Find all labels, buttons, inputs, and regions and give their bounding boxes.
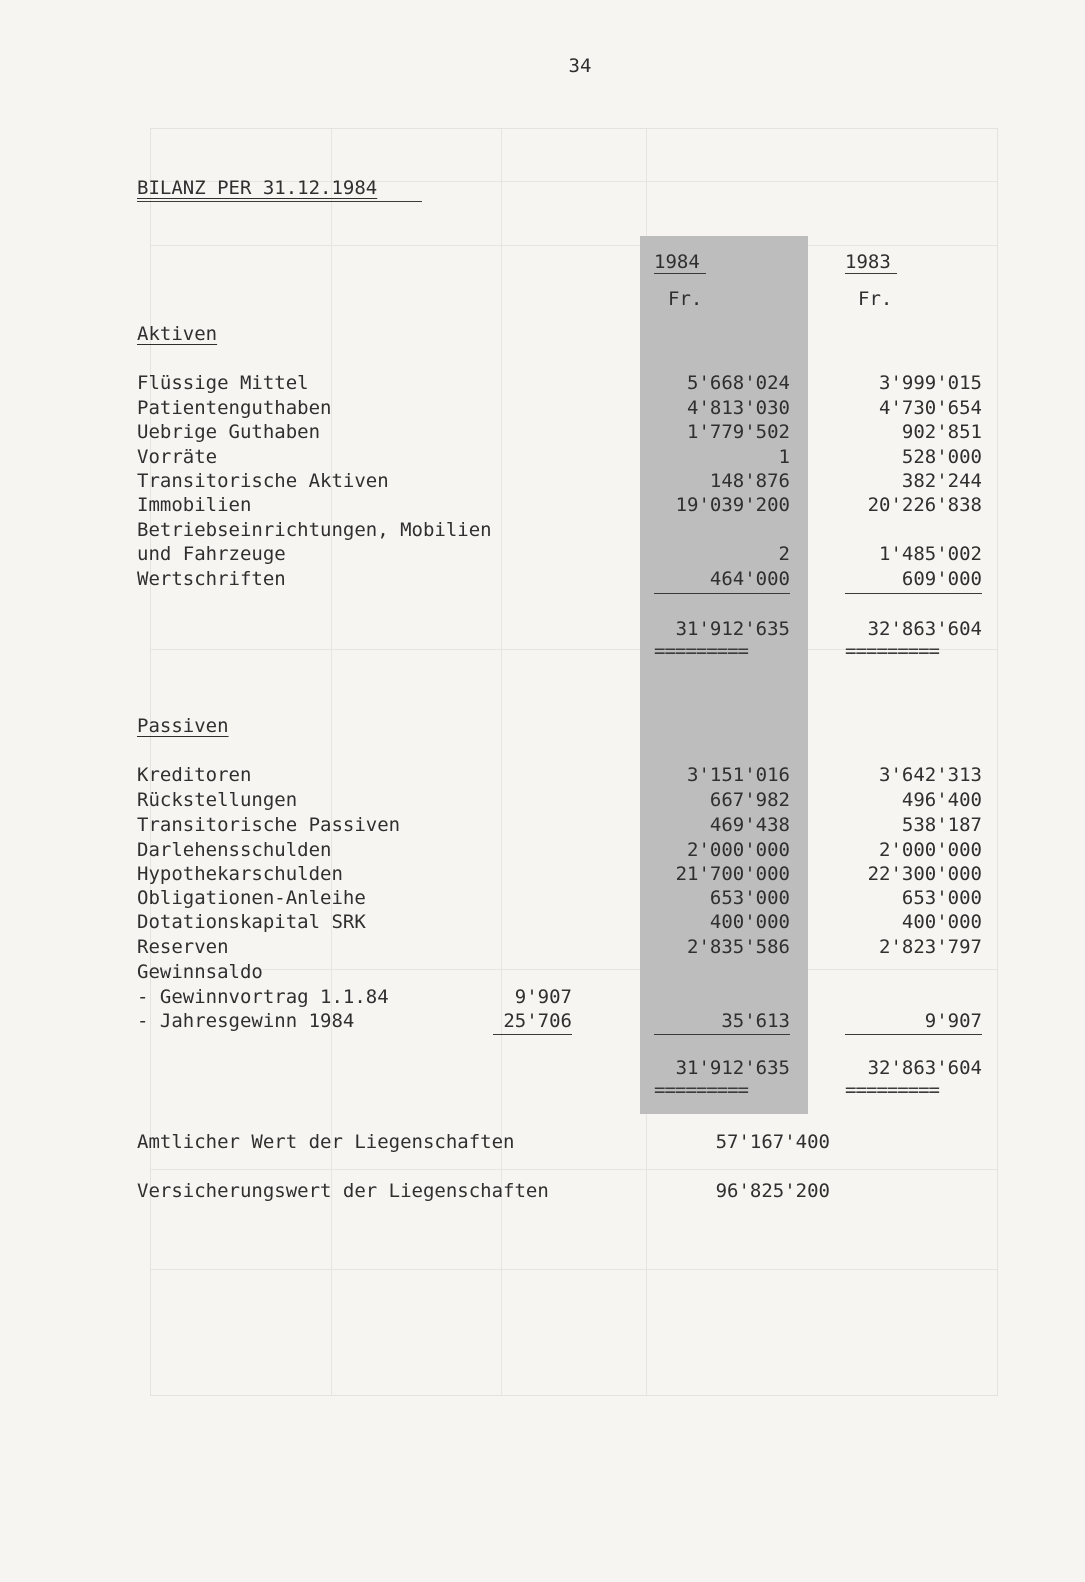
unit-label-1983: Fr.	[858, 288, 893, 310]
value-1983: 902'851	[901, 421, 982, 443]
sum-rule-1983	[845, 593, 982, 594]
double-rule: =========	[654, 1079, 748, 1101]
row-label: Patientenguthaben	[137, 397, 332, 419]
row-label: und Fahrzeuge	[137, 543, 286, 565]
note-label: Amtlicher Wert der Liegenschaften	[137, 1131, 515, 1153]
value-1984: 464'000	[709, 568, 790, 590]
header-underline-1983	[845, 273, 897, 274]
note-label: Versicherungswert der Liegenschaften	[137, 1180, 549, 1202]
row-label: Kreditoren	[137, 764, 252, 786]
value-1984: 667'982	[709, 789, 790, 811]
value-1984: 19'039'200	[675, 494, 790, 516]
row-label: Flüssige Mittel	[137, 372, 309, 394]
value-1984: 148'876	[709, 470, 790, 492]
double-rule: =========	[845, 1079, 939, 1101]
value-1984: 1	[778, 446, 790, 468]
value-1983: 653'000	[901, 887, 982, 909]
row-label: Transitorische Aktiven	[137, 470, 389, 492]
value-1983: 382'244	[901, 470, 982, 492]
row-label: Rückstellungen	[137, 789, 298, 811]
section-heading-passiven: Passiven	[137, 715, 229, 737]
bleed-through-grid	[150, 128, 998, 1396]
note-value: 57'167'400	[715, 1131, 830, 1153]
header-underline-1984	[654, 273, 706, 274]
value-1983: 609'000	[901, 568, 982, 590]
value-1983: 20'226'838	[867, 494, 982, 516]
page-number: 34	[568, 55, 592, 77]
value-1983: 3'642'313	[879, 764, 982, 786]
row-label: Transitorische Passiven	[137, 814, 401, 836]
value-1984: 469'438	[709, 814, 790, 836]
value-1984: 653'000	[709, 887, 790, 909]
value-1984: 5'668'024	[687, 372, 790, 394]
subvalue-jahresgewinn: 25'706	[503, 1010, 572, 1032]
row-label: Obligationen-Anleihe	[137, 887, 366, 909]
value-1984: 2'835'586	[687, 936, 790, 958]
value-1984: 400'000	[709, 911, 790, 933]
row-label: Wertschriften	[137, 568, 286, 590]
passiven-total-1984: 31'912'635	[675, 1057, 790, 1079]
row-label: Dotationskapital SRK	[137, 911, 366, 933]
aktiven-total-1984: 31'912'635	[675, 618, 790, 640]
row-label-gewinnvortrag: - Gewinnvortrag 1.1.84	[137, 986, 389, 1008]
value-1983: 1'485'002	[879, 543, 982, 565]
value-1984: 3'151'016	[687, 764, 790, 786]
row-label: Uebrige Guthaben	[137, 421, 321, 443]
value-1983: 22'300'000	[867, 863, 982, 885]
row-label: Vorräte	[137, 446, 218, 468]
passiven-total-1983: 32'863'604	[867, 1057, 982, 1079]
row-label: Gewinnsaldo	[137, 961, 263, 983]
row-label-jahresgewinn: - Jahresgewinn 1984	[137, 1010, 355, 1032]
value-1984: 1'779'502	[687, 421, 790, 443]
value-1984: 35'613	[721, 1010, 790, 1032]
section-heading-aktiven: Aktiven	[137, 323, 218, 345]
row-label: Immobilien	[137, 494, 252, 516]
row-label: Darlehensschulden	[137, 839, 332, 861]
column-header-1984: 1984	[654, 251, 700, 273]
value-1983: 496'400	[901, 789, 982, 811]
sum-rule-1984	[654, 593, 790, 594]
note-value: 96'825'200	[715, 1180, 830, 1202]
value-1984: 2'000'000	[687, 839, 790, 861]
sub-sum-rule	[493, 1034, 572, 1035]
page-title: BILANZ PER 31.12.1984	[137, 177, 378, 199]
value-1984: 4'813'030	[687, 397, 790, 419]
value-1983: 528'000	[901, 446, 982, 468]
value-1983: 2'823'797	[879, 936, 982, 958]
row-label: Reserven	[137, 936, 229, 958]
aktiven-total-1983: 32'863'604	[867, 618, 982, 640]
value-1983: 4'730'654	[879, 397, 982, 419]
value-1983: 9'907	[924, 1010, 982, 1032]
title-underline	[137, 201, 422, 202]
sum-rule-1983	[845, 1034, 982, 1035]
value-1983: 2'000'000	[879, 839, 982, 861]
value-1983: 400'000	[901, 911, 982, 933]
value-1983: 3'999'015	[879, 372, 982, 394]
row-label: Betriebseinrichtungen, Mobilien	[137, 519, 492, 541]
row-label: Hypothekarschulden	[137, 863, 343, 885]
value-1984: 21'700'000	[675, 863, 790, 885]
column-header-1983: 1983	[845, 251, 891, 273]
unit-label-1984: Fr.	[668, 288, 703, 310]
value-1983: 538'187	[901, 814, 982, 836]
sum-rule-1984	[654, 1034, 790, 1035]
highlight-column-1984	[640, 236, 808, 1114]
subvalue-gewinnvortrag: 9'907	[514, 986, 572, 1008]
double-rule: =========	[654, 640, 748, 662]
value-1984: 2	[778, 543, 790, 565]
double-rule: =========	[845, 640, 939, 662]
